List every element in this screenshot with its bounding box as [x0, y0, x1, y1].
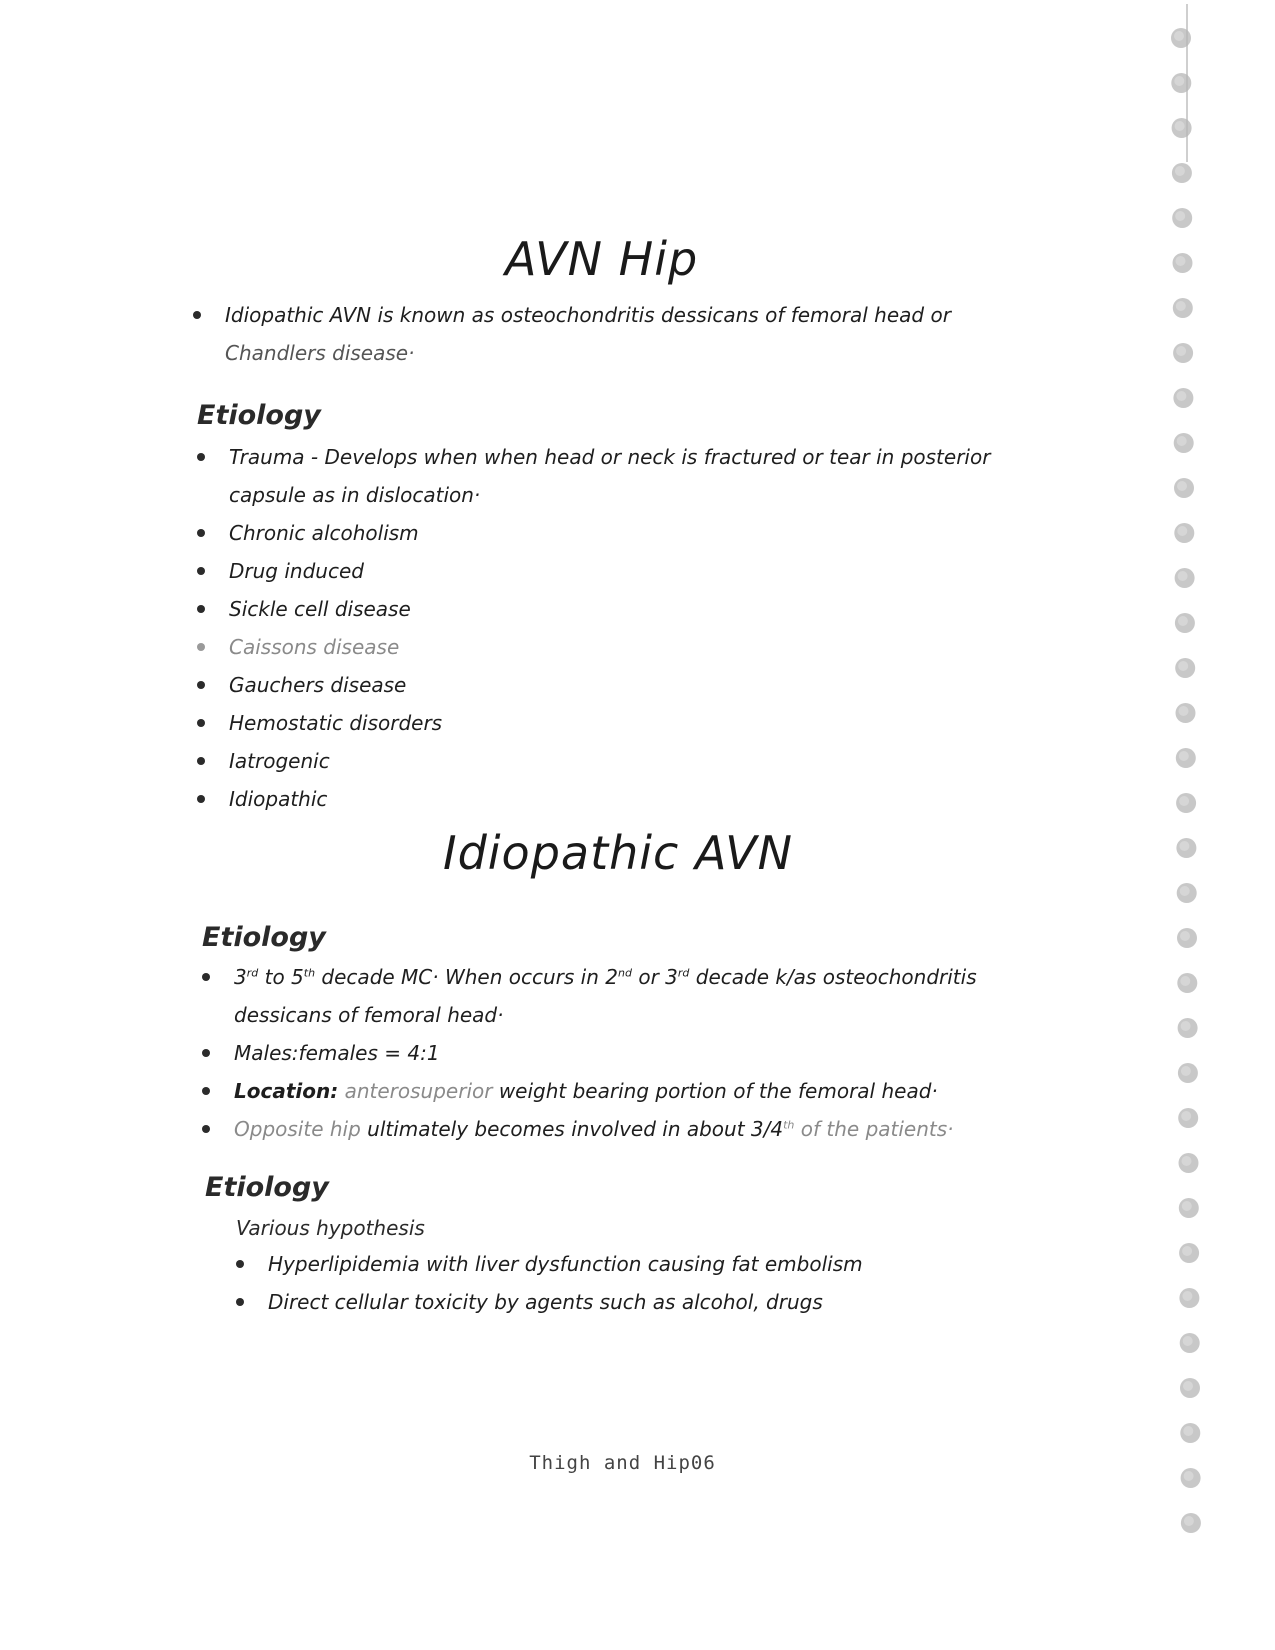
list-item-text: Chronic alcoholism — [229, 521, 419, 545]
binder-hole-icon — [1175, 568, 1195, 588]
binder-hole-icon — [1176, 838, 1196, 858]
bullet-icon — [197, 795, 205, 803]
binder-hole-icon — [1179, 1243, 1199, 1263]
binder-hole-icon — [1181, 1513, 1201, 1533]
binder-hole-icon — [1180, 1423, 1200, 1443]
binder-hole-icon — [1177, 973, 1197, 993]
binder-hole-icon — [1174, 478, 1194, 498]
bullet-icon — [197, 643, 205, 651]
binder-hole-icon — [1178, 1018, 1198, 1038]
list-item — [197, 552, 990, 590]
list-item — [197, 514, 990, 552]
section-heading-etiology-2: Etiology — [202, 922, 326, 953]
bullet-icon — [197, 681, 205, 689]
list-item-text: Iatrogenic — [229, 749, 330, 773]
list-item-text: Gauchers disease — [229, 673, 407, 697]
binder-hole-icon — [1171, 28, 1191, 48]
binder-hole-icon — [1180, 1378, 1200, 1398]
section-heading-etiology-1: Etiology — [197, 400, 321, 431]
intro-line-2: Chandlers disease· — [225, 341, 415, 365]
list-item — [202, 1034, 977, 1072]
binder-hole-icon — [1179, 1198, 1199, 1218]
binder-hole-icon — [1179, 1288, 1199, 1308]
list-item-text-line-2: dessicans of femoral head· — [234, 1003, 504, 1027]
list-item — [236, 1283, 863, 1321]
binder-hole-icon — [1180, 1333, 1200, 1353]
bullet-icon — [236, 1298, 244, 1306]
bullet-icon — [202, 1087, 210, 1095]
hypothesis-list — [236, 1245, 863, 1321]
etiology-list-2 — [202, 958, 977, 1148]
list-item-text: Trauma - Develops when when head or neck is fractured or tear in posterior — [229, 445, 991, 469]
list-item: Opposite hip ultimately becomes involved in about 3/4th of the patients· — [202, 1110, 977, 1148]
bullet-icon — [197, 567, 205, 575]
list-item-text: Sickle cell disease — [229, 597, 411, 621]
binder-hole-icon — [1175, 658, 1195, 678]
bullet-icon — [197, 605, 205, 613]
list-item-text: ultimately becomes involved in about 3/4 — [360, 1117, 784, 1141]
location-label: Location: — [234, 1079, 339, 1103]
page-footer: Thigh and Hip06 — [529, 1452, 716, 1474]
intro-line-1: Idiopathic AVN is known as osteochondritis dessicans of femoral head or — [225, 303, 951, 327]
binder-hole-icon — [1171, 73, 1191, 93]
page-title-avn-hip: AVN Hip — [505, 232, 699, 286]
list-item — [197, 742, 990, 780]
location-text: weight bearing portion of the femoral head· — [492, 1079, 938, 1103]
binder-hole-icon — [1178, 1108, 1198, 1128]
list-item — [193, 296, 951, 372]
bullet-icon — [202, 973, 210, 981]
page-title-idiopathic-avn: Idiopathic AVN — [443, 826, 794, 880]
bullet-icon — [193, 311, 201, 319]
list-item — [202, 1072, 977, 1110]
binder-hole-icon — [1175, 613, 1195, 633]
binder-hole-icon — [1172, 118, 1192, 138]
bullet-icon — [197, 529, 205, 537]
binder-hole-icon — [1173, 388, 1193, 408]
list-item-text: Direct cellular toxicity by agents such as alcohol, drugs — [268, 1290, 823, 1314]
bullet-icon — [202, 1049, 210, 1057]
list-item-text: Hyperlipidemia with liver dysfunction causing fat embolism — [268, 1252, 863, 1276]
binder-hole-icon — [1174, 523, 1194, 543]
list-item — [197, 438, 990, 514]
binder-hole-icon — [1173, 298, 1193, 318]
list-item-text: Males:females = 4:1 — [234, 1041, 440, 1065]
list-item-text-line-2: capsule as in dislocation· — [229, 483, 481, 507]
bullet-icon — [197, 719, 205, 727]
binder-hole-icon — [1179, 1153, 1199, 1173]
binder-hole-icon — [1177, 928, 1197, 948]
list-item-text: 3rd to 5th decade MC· When occurs in 2nd or 3rd decade k/as osteochondritis — [234, 965, 977, 989]
binder-hole-icon — [1173, 343, 1193, 363]
binder-hole-icon — [1174, 433, 1194, 453]
bullet-icon — [197, 453, 205, 461]
list-item — [202, 958, 977, 1034]
list-item-text: Idiopathic — [229, 787, 328, 811]
binder-hole-icon — [1176, 703, 1196, 723]
section-heading-etiology-3: Etiology — [205, 1172, 329, 1203]
binder-hole-icon — [1173, 253, 1193, 273]
binder-hole-icon — [1178, 1063, 1198, 1083]
hypothesis-intro: Various hypothesis — [236, 1216, 425, 1240]
etiology-list-1 — [197, 438, 990, 818]
bullet-icon — [236, 1260, 244, 1268]
list-item — [236, 1245, 863, 1283]
binder-holes — [1165, 0, 1275, 1650]
binder-hole-icon — [1181, 1468, 1201, 1488]
opposite-hip-text: Opposite hip — [234, 1117, 361, 1141]
intro-list — [193, 296, 951, 372]
bullet-icon — [202, 1125, 210, 1133]
binder-hole-icon — [1176, 793, 1196, 813]
list-item-text: Caissons disease — [229, 635, 400, 659]
bullet-icon — [197, 757, 205, 765]
binder-hole-icon — [1172, 208, 1192, 228]
list-item — [197, 590, 990, 628]
list-item-text: Drug induced — [229, 559, 364, 583]
binder-hole-icon — [1172, 163, 1192, 183]
list-item — [197, 666, 990, 704]
list-item — [197, 780, 990, 818]
list-item — [197, 704, 990, 742]
list-item-text: Hemostatic disorders — [229, 711, 443, 735]
list-item — [197, 628, 990, 666]
binder-hole-icon — [1177, 883, 1197, 903]
binder-hole-icon — [1176, 748, 1196, 768]
location-faded-text: anterosuperior — [338, 1079, 493, 1103]
list-item-text-end: of the patients· — [794, 1117, 954, 1141]
